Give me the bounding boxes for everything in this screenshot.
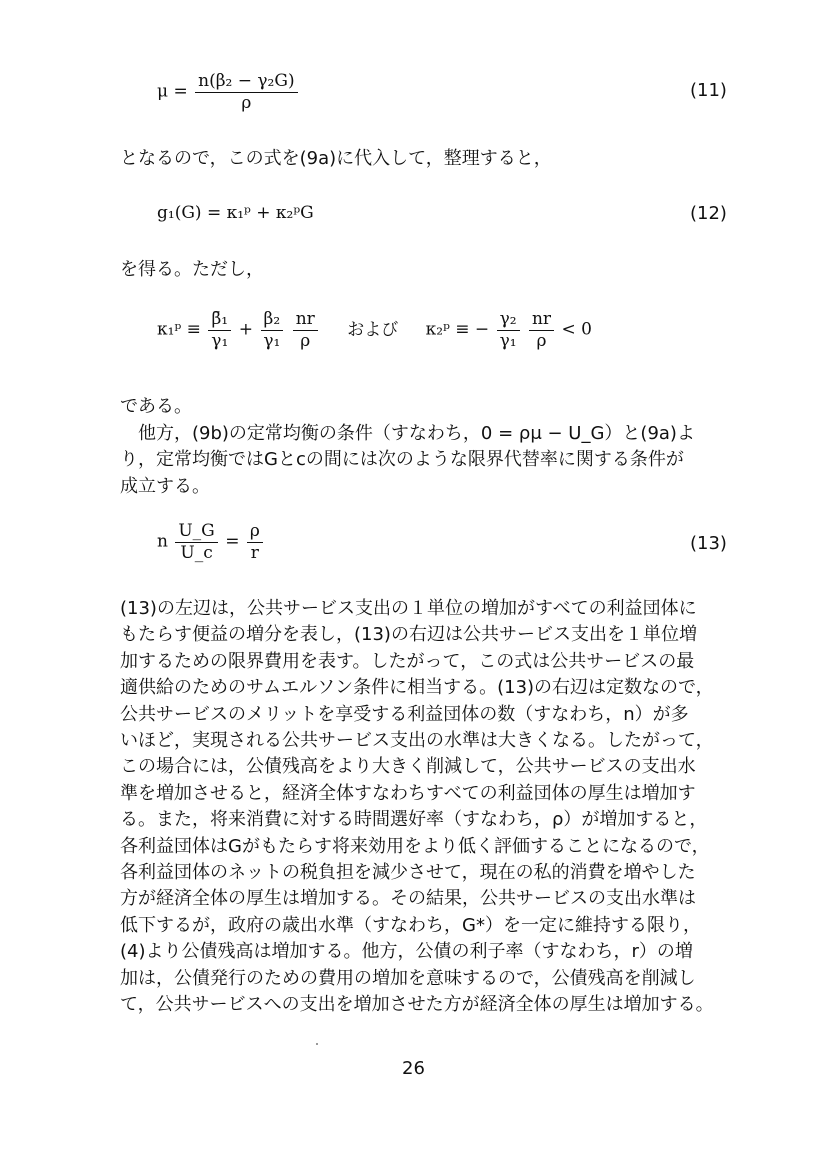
equation-number-11: (11) [690,80,727,101]
paragraph-line: 準を増加させると，経済全体すなわちすべての利益団体の厚生は増加す [120,782,696,804]
eq11-numerator: n(β₂ − γ₂G) [195,72,297,93]
frac5-num: nr [529,310,554,331]
text-line-2: を得る。ただし， [120,259,264,280]
frac2-den: γ₁ [263,330,281,351]
paragraph-line: り，定常均衡ではGとcの間には次のような限界代替率に関する条件が [120,449,684,471]
equation-number-12: (12) [690,203,727,224]
text-line-1: となるので，この式を(9a)に代入して，整理すると， [120,148,552,169]
frac1-num: β̄₁ [208,310,231,331]
paragraph-line: 方が経済全体の厚生は増加する。その結果，公共サービスの支出水準は [120,888,696,910]
frac5-den: ρ [536,330,547,351]
frac4-num: γ₂ [497,310,520,331]
kappa-fraction-4 [497,310,520,350]
frac2-num: β₂ [261,310,284,331]
paragraph-line: 適供給のためのサムエルソン条件に相当する。(13)の右辺は定数なので， [120,677,714,699]
equation-kappa-definitions [157,310,592,350]
frac3-num: nr [293,310,318,331]
paragraph-line: 他方，(9b)の定常均衡の条件（すなわち，0 = ρμ − U_G）と(9a)よ [120,423,695,444]
equation-13 [157,522,265,562]
paragraph-line: いほど，実現される公共サービス支出の水準は大きくなる。したがって， [120,730,714,752]
paragraph-line: 各利益団体はGがもたらす将来効用をより低く評価することになるので， [120,835,710,857]
eq11-fraction [195,72,297,112]
frac3-den: ρ [300,330,311,351]
frac4-den: γ₁ [499,330,517,351]
paragraph-line: この場合には，公債残高をより大きく削減して，公共サービスの支出水 [120,756,696,778]
paragraph-line: る。また，将来消費に対する時間選好率（すなわち，ρ）が増加すると， [120,809,708,831]
paragraph-line: 公共サービスのメリットを享受する利益団体の数（すなわち，n）が多 [120,703,689,725]
equation-number-13: (13) [690,533,727,554]
equation-12: g₁(G) = κ₁ᵖ + κ₂ᵖG [157,203,314,223]
frac1-den: γ₁ [211,330,229,351]
kappa-fraction-2 [260,310,283,350]
eq13-equals: = [225,531,240,552]
eq13-numerator: U_G [175,522,217,543]
paragraph-line: て，公共サービスへの支出を増加させた方が経済全体の厚生は増加する。 [120,994,714,1016]
paragraph-3 [120,596,760,1019]
page-number: 26 [402,1058,425,1079]
kappa-fraction-5 [529,310,554,350]
scan-speck [316,1043,318,1045]
paragraph-line: 加は，公債発行のための費用の増加を意味するので，公債残高を削減し [120,967,696,989]
eq11-lhs: μ [157,81,169,102]
eq13-rhs-fraction [247,522,263,562]
paragraph-line: 加するための限界費用を表す。したがって，この式は公共サービスの最 [120,650,695,672]
paragraph-2 [120,421,760,500]
kappa2-lhs: κ₂ᵖ ≡ − [425,319,490,340]
equation-11: μ = $\frac{\text{n(β₂ − γ₂G)}}{\rho}$ [157,72,300,112]
eq13-lhs-fraction [175,522,217,562]
paragraph-line: (13)の左辺は，公共サービス支出の１単位の増加がすべての利益団体に [120,598,697,619]
paragraph-line: 各利益団体のネットの税負担を減少させて，現在の私的消費を増やした [120,862,696,884]
text-line-3: である。 [120,396,192,417]
eq13-denominator: U_c [180,542,213,563]
paragraph-line: (4)より公債残高は増加する。他方，公債の利子率（すなわち，r）の増 [120,941,693,963]
eq13-rhs-denominator: r [250,542,259,563]
kappa-fraction-1 [208,310,231,350]
eq13-rhs-numerator: ρ [247,522,263,543]
eq13-n: n [157,531,168,552]
plus-sign: + [238,319,253,340]
kappa1-lhs: κ₁ᵖ ≡ [157,319,201,340]
kappa-fraction-3 [293,310,318,350]
paragraph-line: もたらす便益の増分を表し，(13)の右辺は公共サービス支出を１単位増 [120,624,697,646]
paragraph-line: 低下するが，政府の歳出水準（すなわち，G*）を一定に維持する限り， [120,914,701,936]
paragraph-line: 成立する。 [120,475,210,497]
eq11-denominator: ρ [241,92,252,113]
oyobi-text: および [347,319,399,340]
less-than-zero: < 0 [561,319,592,340]
